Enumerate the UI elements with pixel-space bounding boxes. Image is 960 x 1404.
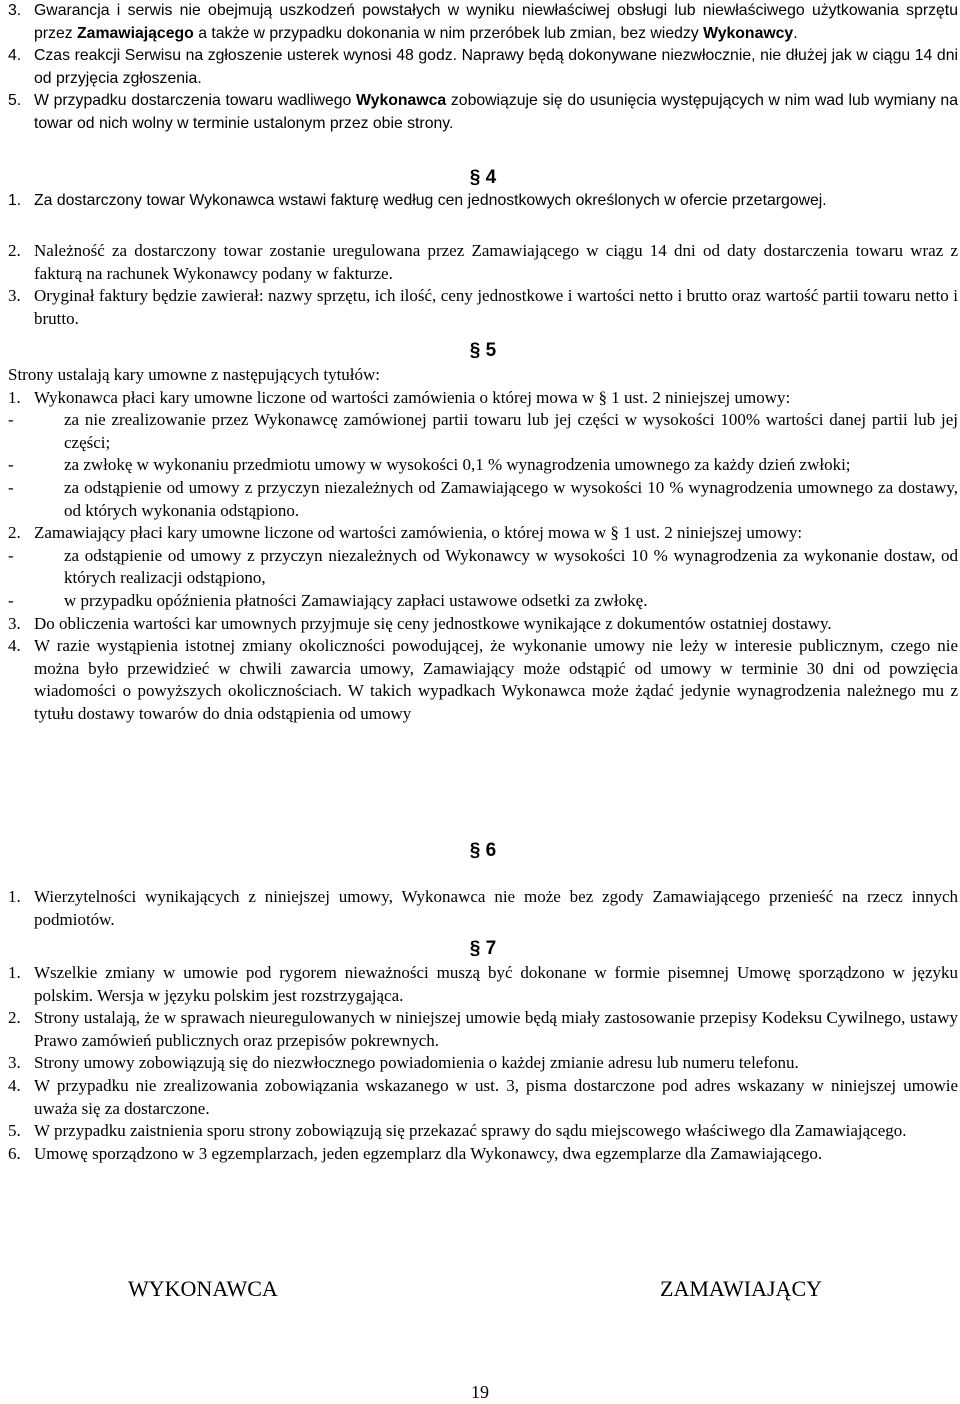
section-4-heading: § 4	[469, 167, 497, 188]
signatures	[0, 1276, 960, 1306]
s5-item-1-dash-1: - za nie zrealizowanie przez Wykonawcę zamówionej partii towaru lub jej części w wysokości 100% wartości danej partii lub jej części;	[8, 410, 958, 452]
s7-item-6: 6. Umowę sporządzono w 3 egzemplarzach, jeden egzemplarz dla Wykonawcy, dwa egzemplarze dla Zamawiającego.	[8, 1143, 823, 1163]
section-6-heading: § 6	[469, 840, 497, 861]
s5-item-1-dash-3: - za odstąpienie od umowy z przyczyn niezależnych od Zamawiającego w wysokości 10 % wynagrodzenia umownego za dostawy, od których wykonania odstąpiono.	[8, 477, 958, 520]
s5-item-3: 3. Do obliczenia wartości kar umownych przyjmuje się ceny jednostkowe wynikające z dokumentów ostatniej dostawy.	[8, 613, 832, 633]
s5-item-1: 1. Wykonawca płaci kary umowne liczone od wartości zamówienia o której mowa w § 1 ust. 2 niniejszej umowy:	[8, 387, 791, 407]
section-7	[8, 936, 958, 1165]
s5-item-2-dash-2: - w przypadku opóźnienia płatności Zamawiający zapłaci ustawowe odsetki za zwłokę.	[8, 590, 648, 610]
s5-item-2: 2. Zamawiający płaci kary umowne liczone od wartości zamówienia, o której mowa w § 1 ust. 2 niniejszej umowy:	[8, 523, 803, 543]
signature-contractor: WYKONAWCA	[128, 1276, 278, 1301]
s5-item-4: 4. W razie wystąpienia istotnej zmiany okoliczności powodującej, że wykonanie umowy nie leży w interesie publicznym, czego nie można było przewidzieć w chwili zawarcia umowy, Zamawiający może odstąpić od umowy w terminie 30 dni od powzięcia wiadomości o powyższych okolicznościach. W takich wypadkach Wykonawca może żądać jedynie wynagrodzenia należnego mu z tytułu dostawy towarów do dnia odstąpienia od umowy	[8, 636, 958, 723]
paragraph-4: 4. Czas reakcji Serwisu na zgłoszenie usterek wynosi 48 godz. Naprawy będą dokonywane niezwłocznie, nie dłużej jak w ciągu 14 dni od przyjęcia zgłoszenia.	[8, 47, 958, 87]
s5-item-2-dash-1: - za odstąpienie od umowy z przyczyn niezależnych od Wykonawcy w wysokości 10 % wynagrodzenia za wykonanie dostaw, od których realizacji odstąpiono,	[8, 545, 958, 588]
paragraph-5: 5. W przypadku dostarczenia towaru wadliwego Wykonawca zobowiązuje się do usunięcia występujących w nim wad lub wymiany na towar od nich wolny w terminie ustalonym przez obie strony.	[8, 92, 958, 132]
s7-item-3: 3. Strony umowy zobowiązują się do niezwłocznego powiadomienia o każdej zmianie adresu lub numeru telefonu.	[8, 1053, 799, 1073]
s4-item-1: 1. Za dostarczony towar Wykonawca wstawi fakturę według cen jednostkowych określonych w ofercie przetargowej.	[8, 192, 827, 209]
section-5-heading: § 5	[469, 340, 497, 361]
signature-orderer: ZAMAWIAJĄCY	[660, 1276, 823, 1301]
s7-item-2: 2. Strony ustalają, że w sprawach nieuregulowanych w niniejszej umowie będą miały zastosowanie przepisy Kodeksu Cywilnego, ustawy Prawo zamówień publicznych oraz przepisów pokrewnych.	[8, 1008, 958, 1050]
s4-item-2: 2. Należność za dostarczony towar zostanie uregulowana przez Zamawiającego w ciągu 14 dni od daty dostarczenia towaru wraz z fakturą na rachunek Wykonawcy podany w fakturze.	[8, 241, 958, 283]
section-7-heading: § 7	[469, 938, 497, 959]
section-4	[8, 166, 958, 213]
section-5	[8, 338, 958, 726]
s6-item-1: 1. Wierzytelności wynikających z niniejszej umowy, Wykonawca nie może bez zgody Zamawiającego przenieść na rzecz innych podmiotów.	[8, 887, 958, 929]
s7-item-5: 5. W przypadku zaistnienia sporu strony zobowiązują się przekazać sprawy do sądu miejscowego właściwego dla Zamawiającego.	[8, 1121, 907, 1141]
s7-item-4: 4. W przypadku nie zrealizowania zobowiązania wskazanego w ust. 3, pisma dostarczone pod adres wskazany w niniejszej umowie uważa się za dostarczone.	[8, 1075, 958, 1118]
s7-item-1: 1. Wszelkie zmiany w umowie pod rygorem nieważności muszą być dokonane w formie pisemnej Umowę sporządzono w języku polskim. Wersja w języku polskim jest rozstrzygająca.	[8, 963, 958, 1005]
section-4-cont	[8, 240, 958, 330]
s4-item-3: 3. Oryginał faktury będzie zawierał: nazwy sprzętu, ich ilość, ceny jednostkowe i wartości netto i brutto oraz wartość partii towaru netto i brutto.	[8, 286, 958, 328]
s5-intro: Strony ustalają kary umowne z następujących tytułów:	[8, 365, 381, 384]
paragraph-3: 3. Gwarancja i serwis nie obejmują uszkodzeń powstałych w wyniku niewłaściwej obsługi lub niewłaściwego użytkowania sprzętu przez Zamawiającego a także w przypadku dokonania w nim przeróbek lub zmian, bez wiedzy Wykonawcy.	[8, 2, 958, 42]
page-number: 19	[471, 1382, 489, 1402]
section-6	[8, 838, 958, 931]
section-top	[8, 0, 958, 136]
s5-item-1-dash-2: - za zwłokę w wykonaniu przedmiotu umowy w wysokości 0,1 % wynagrodzenia umownego za każdy dzień zwłoki;	[8, 455, 851, 475]
